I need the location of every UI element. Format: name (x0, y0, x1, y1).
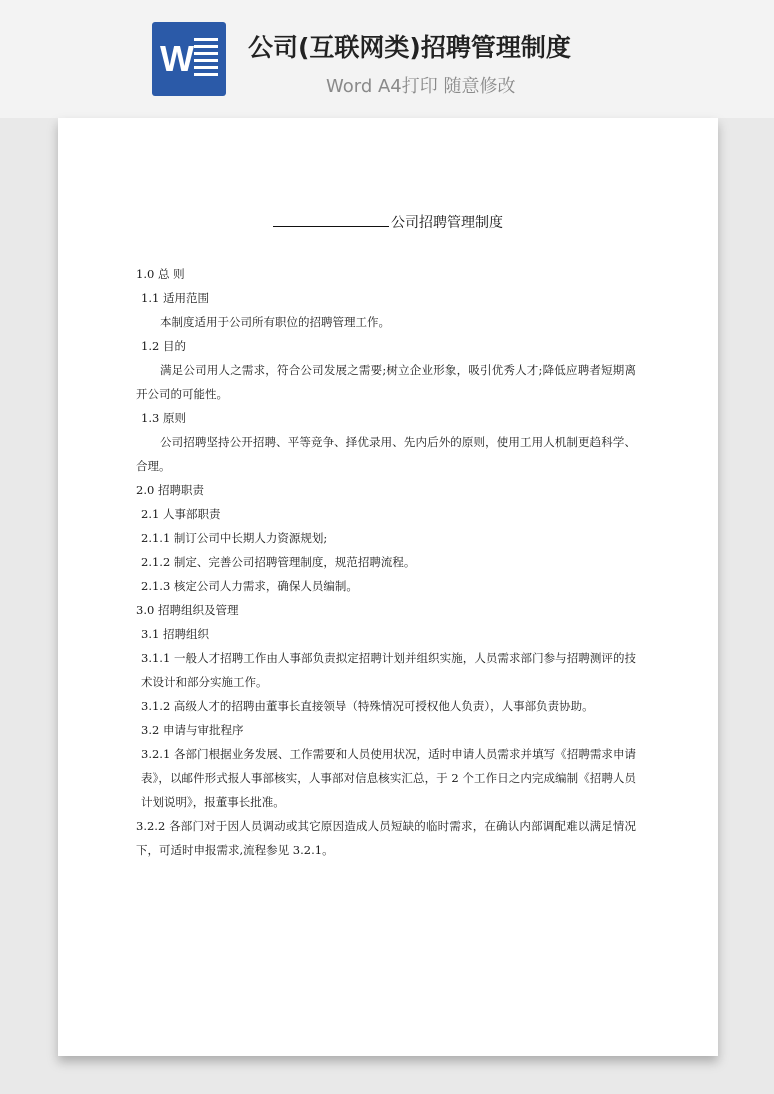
subsection-heading: 3.1 招聘组织 (141, 627, 209, 641)
subsection-heading: 1.3 原则 (141, 411, 186, 425)
word-document-icon (152, 22, 226, 96)
header-title: 公司(互联网类)招聘管理制度 (248, 33, 571, 62)
word-icon-letter: W (160, 38, 194, 79)
subsection-heading: 1.1 适用范围 (141, 291, 209, 305)
header-subtitle: Word A4打印 随意修改 (326, 76, 516, 97)
word-icon-lines (194, 38, 218, 80)
document-body (136, 262, 636, 862)
list-item: 2.1.1 制订公司中长期人力资源规划; (141, 531, 328, 545)
document-title-text: 公司招聘管理制度 (391, 215, 503, 231)
paragraph: 3.1.1 一般人才招聘工作由人事部负责拟定招聘计划并组织实施，人员需求部门参与招聘测评的技术设计和部分实施工作。 (141, 651, 636, 689)
document-title (58, 212, 718, 232)
watermark (90, 538, 114, 567)
list-item: 2.1.3 核定公司人力需求，确保人员编制。 (141, 579, 358, 593)
preview-header (0, 0, 774, 118)
section-heading: 1.0 总 则 (136, 267, 185, 281)
section-heading: 3.0 招聘组织及管理 (136, 603, 239, 617)
subsection-heading: 3.2 申请与审批程序 (141, 723, 244, 737)
paragraph: 3.2.2 各部门对于因人员调动或其它原因造成人员短缺的临时需求，在确认内部调配难以满足情况下，可适时申报需求,流程参见 3.2.1。 (136, 819, 636, 857)
subsection-heading: 2.1 人事部职责 (141, 507, 221, 521)
paragraph: 公司招聘坚持公开招聘、平等竞争、择优录用、先内后外的原则，使用工用人机制更趋科学、合理。 (136, 435, 636, 473)
paragraph: 满足公司用人之需求，符合公司发展之需要;树立企业形象，吸引优秀人才;降低应聘者短期离开公司的可能性。 (136, 363, 636, 401)
document-page (58, 118, 718, 1056)
list-item: 2.1.2 制定、完善公司招聘管理制度，规范招聘流程。 (141, 555, 416, 569)
subsection-heading: 1.2 目的 (141, 339, 186, 353)
paragraph: 本制度适用于公司所有职位的招聘管理工作。 (160, 315, 390, 329)
paragraph: 3.2.1 各部门根据业务发展、工作需要和人员使用状况，适时申请人员需求并填写《招聘需求申请表》，以邮件形式报人事部核实，人事部对信息核实汇总，于 2 个工作日之内完成编制《招聘人员计划说明》，报董事长批准。 (141, 747, 636, 809)
title-blank-underline (273, 214, 389, 227)
section-heading: 2.0 招聘职责 (136, 483, 204, 497)
paragraph: 3.1.2 高级人才的招聘由董事长直接领导（特殊情况可授权他人负责），人事部负责协助。 (141, 699, 594, 713)
